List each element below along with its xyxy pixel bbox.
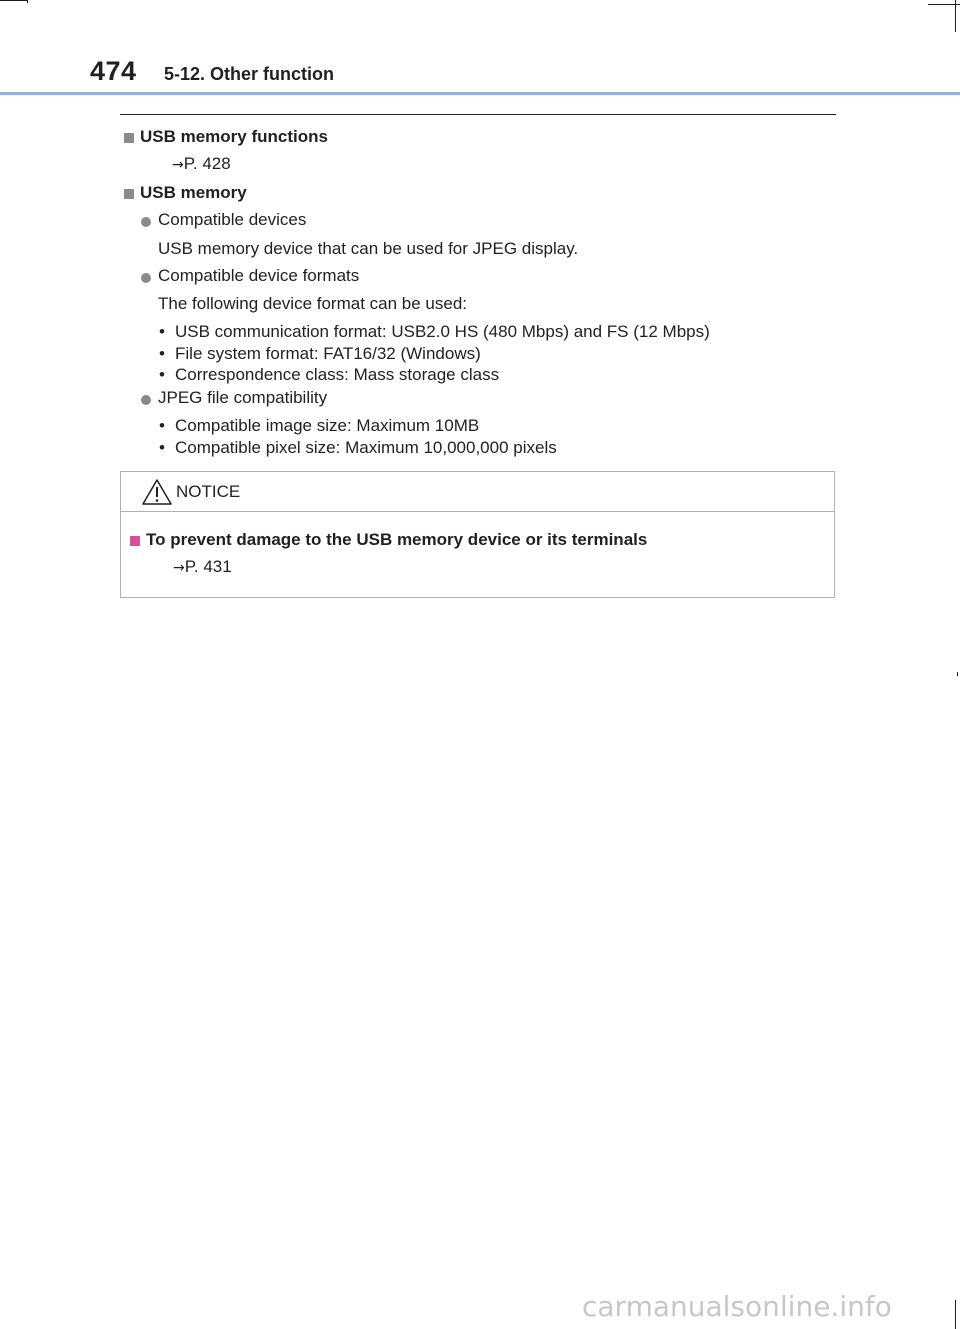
arrow-icon: → [172, 157, 184, 173]
list-item: • USB communication format: USB2.0 HS (480 Mbps) and FS (12 Mbps) [159, 322, 710, 341]
crop-mark-right-tick [957, 672, 958, 676]
item-text-compatible-formats: The following device format can be used: [158, 294, 468, 313]
list-item: • File system format: FAT16/32 (Windows) [159, 344, 481, 363]
heading-square-icon [130, 536, 140, 546]
notice-box [120, 471, 835, 598]
crop-mark-bottom-right-v [955, 1300, 956, 1329]
heading-square-icon [124, 133, 134, 143]
arrow-icon: → [173, 560, 185, 576]
section-title: 5-12. Other function [164, 64, 335, 84]
heading-usb-memory-functions: USB memory functions [140, 127, 328, 146]
item-title-compatible-devices: Compatible devices [158, 210, 307, 229]
item-text-compatible-devices: USB memory device that can be used for JPEG display. [158, 239, 579, 258]
list-item: • Compatible image size: Maximum 10MB [159, 416, 480, 435]
bullet-dot-icon [141, 395, 151, 405]
item-title-jpeg: JPEG file compatibility [158, 388, 328, 407]
page-number: 474 [90, 56, 137, 86]
ref-link-p428[interactable] [172, 154, 231, 174]
bullet-dot-icon [141, 217, 151, 227]
warning-triangle-icon [141, 478, 173, 506]
notice-divider [121, 511, 834, 512]
ref-link-p431[interactable] [173, 557, 232, 577]
notice-heading: To prevent damage to the USB memory device or its terminals [146, 530, 648, 549]
page-header [0, 0, 960, 96]
list-item: • Correspondence class: Mass storage class [159, 365, 500, 384]
heading-square-icon [124, 189, 134, 199]
bullet-dot-icon [141, 273, 151, 283]
ref-text: P. 431 [184, 557, 232, 576]
list-item: • Compatible pixel size: Maximum 10,000,000 pixels [159, 438, 557, 457]
item-title-compatible-formats: Compatible device formats [158, 266, 360, 285]
content-top-rule [120, 114, 836, 115]
ref-text: P. 428 [183, 154, 231, 173]
heading-usb-memory: USB memory [140, 183, 247, 202]
watermark-logo: carmanualsonline.info [582, 1290, 892, 1323]
header-rule [0, 92, 960, 95]
notice-title: NOTICE [176, 482, 241, 501]
